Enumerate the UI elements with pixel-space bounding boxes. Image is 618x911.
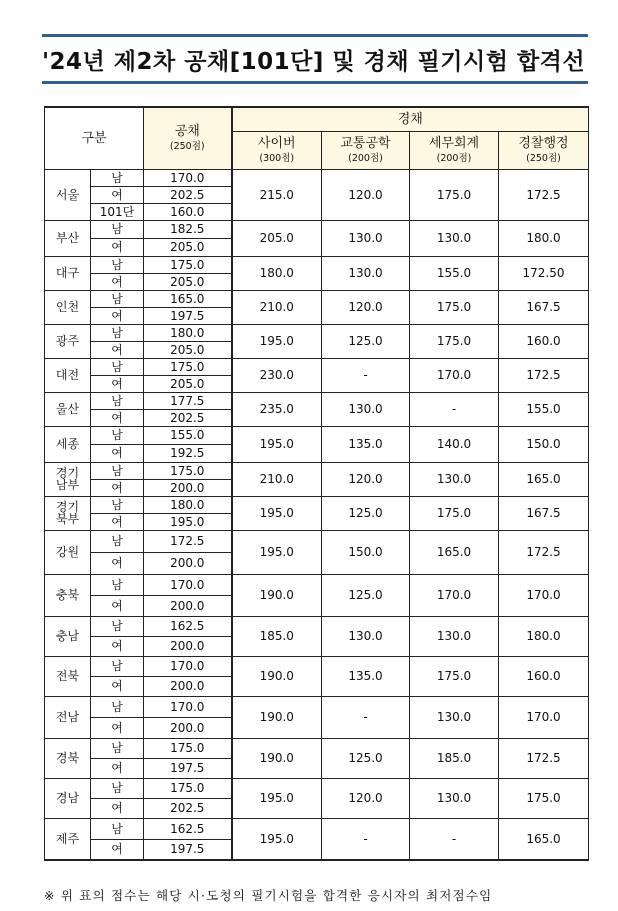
header-traffic-sub: (200점): [348, 152, 383, 164]
gender-cell: 여: [91, 676, 144, 696]
gongchae-score: 175.0: [144, 778, 232, 798]
gender-cell: 남: [91, 462, 144, 479]
cyber-score: 210.0: [232, 290, 322, 324]
tax-score: 130.0: [410, 220, 499, 256]
header-cyber-label: 사이버: [257, 135, 296, 151]
table-row: [45, 324, 589, 341]
gender-cell: 남: [91, 169, 144, 186]
gender-cell: 남: [91, 220, 144, 238]
police-score: 165.0: [499, 818, 589, 860]
region-name: 서울: [45, 169, 91, 220]
gongchae-score: 162.5: [144, 616, 232, 636]
tax-score: 175.0: [410, 290, 499, 324]
tax-score: 155.0: [410, 256, 499, 290]
police-score: 180.0: [499, 616, 589, 656]
table-row: [45, 530, 589, 552]
gongchae-score: 205.0: [144, 238, 232, 256]
gender-cell: 여: [91, 758, 144, 778]
gongchae-score: 175.0: [144, 358, 232, 375]
gongchae-score: 205.0: [144, 375, 232, 392]
gender-cell: 남: [91, 358, 144, 375]
police-score: 172.5: [499, 169, 589, 220]
gender-cell: 여: [91, 273, 144, 290]
header-gongchae-sub: (250점): [169, 141, 205, 152]
region-name: 충남: [45, 616, 91, 656]
gender-cell: 여: [91, 513, 144, 530]
cyber-score: 180.0: [232, 256, 322, 290]
traffic-score: 125.0: [322, 574, 410, 616]
header-gongchae-label: 공채: [174, 124, 200, 139]
gender-cell: 남: [91, 738, 144, 758]
tax-score: 130.0: [410, 462, 499, 496]
gender-cell: 여: [91, 238, 144, 256]
gongchae-score: 170.0: [144, 656, 232, 676]
cyber-score: 205.0: [232, 220, 322, 256]
cyber-score: 195.0: [232, 324, 322, 358]
gongchae-score: 200.0: [144, 552, 232, 574]
gongchae-score: 177.5: [144, 392, 232, 409]
tax-score: 140.0: [410, 426, 499, 462]
table-row: [45, 220, 589, 238]
police-score: 170.0: [499, 574, 589, 616]
gongchae-score: 202.5: [144, 186, 232, 203]
gongchae-score: 195.0: [144, 513, 232, 530]
header-traffic-label: 교통공학: [340, 135, 391, 151]
table-row: [45, 496, 589, 513]
gongchae-score: 200.0: [144, 636, 232, 656]
header-police-sub: (250점): [526, 152, 561, 164]
region-name: 강원: [45, 530, 91, 574]
police-score: 167.5: [499, 290, 589, 324]
cyber-score: 210.0: [232, 462, 322, 496]
gongchae-score: 182.5: [144, 220, 232, 238]
police-score: 167.5: [499, 496, 589, 530]
traffic-score: 150.0: [322, 530, 410, 574]
police-score: 160.0: [499, 324, 589, 358]
table-row: [45, 574, 589, 595]
table-row: [45, 616, 589, 636]
traffic-score: 135.0: [322, 426, 410, 462]
gender-cell: 여: [91, 636, 144, 656]
gongchae-score: 202.5: [144, 409, 232, 426]
traffic-score: 135.0: [322, 656, 410, 696]
cyber-score: 195.0: [232, 818, 322, 860]
traffic-score: 120.0: [322, 778, 410, 818]
police-score: 172.5: [499, 530, 589, 574]
gongchae-score: 160.0: [144, 203, 232, 220]
cyber-score: 195.0: [232, 530, 322, 574]
gender-cell: 남: [91, 574, 144, 595]
cyber-score: 185.0: [232, 616, 322, 656]
traffic-score: -: [322, 818, 410, 860]
region-name: 경남: [45, 778, 91, 818]
gender-cell: 남: [91, 530, 144, 552]
region-name: 제주: [45, 818, 91, 860]
tax-score: 175.0: [410, 656, 499, 696]
cyber-score: 195.0: [232, 426, 322, 462]
traffic-score: 125.0: [322, 738, 410, 778]
tax-score: 175.0: [410, 169, 499, 220]
police-score: 172.5: [499, 738, 589, 778]
gongchae-score: 155.0: [144, 426, 232, 444]
table-row: [45, 738, 589, 758]
header-tax: [410, 131, 499, 169]
police-score: 165.0: [499, 462, 589, 496]
traffic-score: 120.0: [322, 169, 410, 220]
gender-cell: 남: [91, 290, 144, 307]
header-gongchae: [144, 107, 232, 169]
table-row: [45, 778, 589, 798]
table-row: [45, 256, 589, 273]
region-name: 세종: [45, 426, 91, 462]
header-police-label: 경찰행정: [518, 135, 569, 151]
gender-cell: 여: [91, 341, 144, 358]
header-category: 구분: [45, 107, 144, 169]
gongchae-score: 200.0: [144, 479, 232, 496]
tax-score: 185.0: [410, 738, 499, 778]
cyber-score: 195.0: [232, 778, 322, 818]
tax-score: 170.0: [410, 358, 499, 392]
footnote: ※ 위 표의 점수는 해당 시·도청의 필기시험을 합격한 응시자의 최저점수임: [44, 888, 493, 903]
table-row: [45, 426, 589, 444]
police-score: 172.5: [499, 358, 589, 392]
gongchae-score: 180.0: [144, 324, 232, 341]
gender-cell: 여: [91, 798, 144, 818]
police-score: 160.0: [499, 656, 589, 696]
table-row: [45, 290, 589, 307]
gongchae-score: 197.5: [144, 307, 232, 324]
table-row: [45, 818, 589, 839]
header-tax-label: 세무회계: [428, 135, 480, 151]
region-name: 전남: [45, 696, 91, 738]
gender-cell: 여: [91, 409, 144, 426]
gongchae-score: 170.0: [144, 169, 232, 186]
gender-cell: 남: [91, 696, 144, 717]
gongchae-score: 175.0: [144, 462, 232, 479]
gongchae-score: 205.0: [144, 341, 232, 358]
region-name: 경기 남부: [45, 462, 91, 496]
table-row: [45, 656, 589, 676]
gender-cell: 남: [91, 392, 144, 409]
gender-cell: 여: [91, 595, 144, 616]
gongchae-score: 200.0: [144, 717, 232, 738]
gender-cell: 여: [91, 479, 144, 496]
region-name: 전북: [45, 656, 91, 696]
cutoff-table: [44, 106, 589, 861]
gongchae-score: 200.0: [144, 595, 232, 616]
gender-cell: 남: [91, 426, 144, 444]
header-traffic: [322, 131, 410, 169]
police-score: 150.0: [499, 426, 589, 462]
traffic-score: 130.0: [322, 256, 410, 290]
gender-cell: 남: [91, 324, 144, 341]
gongchae-score: 175.0: [144, 738, 232, 758]
region-name: 부산: [45, 220, 91, 256]
table-row: [45, 696, 589, 717]
tax-score: 175.0: [410, 324, 499, 358]
tax-score: 165.0: [410, 530, 499, 574]
header-cyber-sub: (300점): [259, 152, 295, 164]
police-score: 175.0: [499, 778, 589, 818]
title-block: [42, 34, 588, 84]
gongchae-score: 197.5: [144, 758, 232, 778]
gender-cell: 여: [91, 552, 144, 574]
cyber-score: 230.0: [232, 358, 322, 392]
header-tax-sub: (200점): [436, 152, 472, 164]
traffic-score: 125.0: [322, 324, 410, 358]
police-score: 155.0: [499, 392, 589, 426]
header-cyber: [232, 131, 322, 169]
region-name: 충북: [45, 574, 91, 616]
region-name: 광주: [45, 324, 91, 358]
cyber-score: 190.0: [232, 696, 322, 738]
region-name: 인천: [45, 290, 91, 324]
table-row: [45, 358, 589, 375]
gongchae-score: 172.5: [144, 530, 232, 552]
traffic-score: 130.0: [322, 616, 410, 656]
gender-cell: 여: [91, 839, 144, 860]
traffic-score: 120.0: [322, 290, 410, 324]
gender-cell: 남: [91, 616, 144, 636]
cyber-score: 215.0: [232, 169, 322, 220]
gender-cell: 남: [91, 778, 144, 798]
police-score: 170.0: [499, 696, 589, 738]
gender-cell: 남: [91, 256, 144, 273]
cyber-score: 190.0: [232, 656, 322, 696]
gender-cell: 남: [91, 656, 144, 676]
table-row: [45, 392, 589, 409]
table-row: [45, 462, 589, 479]
table-body: [45, 169, 589, 860]
gongchae-score: 192.5: [144, 444, 232, 462]
page-title: '24년 제2차 공채[101단] 및 경채 필기시험 합격선: [42, 49, 586, 75]
cyber-score: 190.0: [232, 738, 322, 778]
gongchae-score: 170.0: [144, 574, 232, 595]
gongchae-score: 205.0: [144, 273, 232, 290]
gender-cell: 여: [91, 307, 144, 324]
gongchae-score: 180.0: [144, 496, 232, 513]
gender-cell: 여: [91, 444, 144, 462]
region-name: 경기 북부: [45, 496, 91, 530]
region-name: 울산: [45, 392, 91, 426]
table-row: [45, 169, 589, 186]
tax-score: 130.0: [410, 696, 499, 738]
gongchae-score: 197.5: [144, 839, 232, 860]
traffic-score: -: [322, 696, 410, 738]
gongchae-score: 170.0: [144, 696, 232, 717]
cyber-score: 195.0: [232, 496, 322, 530]
gender-cell: 여: [91, 375, 144, 392]
gongchae-score: 200.0: [144, 676, 232, 696]
tax-score: -: [410, 818, 499, 860]
tax-score: -: [410, 392, 499, 426]
region-name: 대전: [45, 358, 91, 392]
traffic-score: -: [322, 358, 410, 392]
cyber-score: 190.0: [232, 574, 322, 616]
police-score: 172.50: [499, 256, 589, 290]
gongchae-score: 175.0: [144, 256, 232, 273]
tax-score: 170.0: [410, 574, 499, 616]
region-name: 경북: [45, 738, 91, 778]
tax-score: 175.0: [410, 496, 499, 530]
gender-cell: 남: [91, 818, 144, 839]
gender-cell: 여: [91, 717, 144, 738]
traffic-score: 120.0: [322, 462, 410, 496]
tax-score: 130.0: [410, 778, 499, 818]
traffic-score: 130.0: [322, 220, 410, 256]
header-gyeongchae: 경채: [232, 107, 589, 131]
traffic-score: 130.0: [322, 392, 410, 426]
region-name: 대구: [45, 256, 91, 290]
gongchae-score: 165.0: [144, 290, 232, 307]
police-score: 180.0: [499, 220, 589, 256]
gongchae-score: 202.5: [144, 798, 232, 818]
tax-score: 130.0: [410, 616, 499, 656]
title-rule-bottom: [42, 81, 588, 84]
traffic-score: 125.0: [322, 496, 410, 530]
gender-cell: 101단: [91, 203, 144, 220]
header-police: [499, 131, 589, 169]
gongchae-score: 162.5: [144, 818, 232, 839]
cyber-score: 235.0: [232, 392, 322, 426]
gender-cell: 남: [91, 496, 144, 513]
gender-cell: 여: [91, 186, 144, 203]
